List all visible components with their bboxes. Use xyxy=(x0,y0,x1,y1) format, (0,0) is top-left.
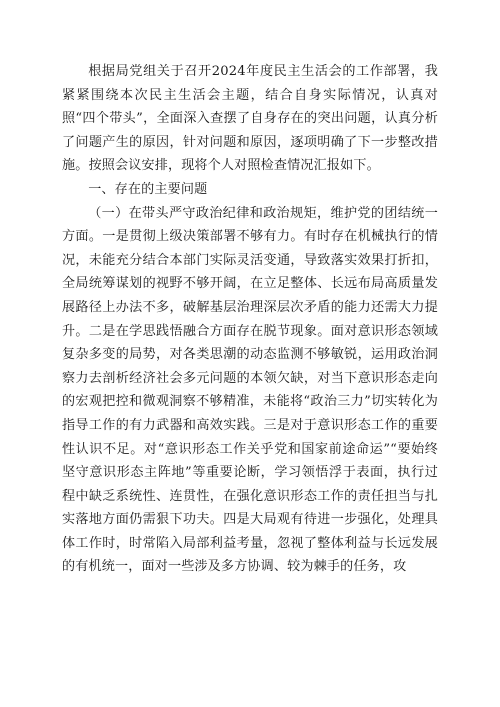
body-paragraph: （一）在带头严守政治纪律和政治规矩，维护党的团结统一方面。一是贯彻上级决策部署不够有力。有时存在机械执行的情况，未能充分结合本部门实际灵活变通，导致落实效果打折扣，全局统筹谋划的视野不够开阔，在立足整体、长远布局高质量发展路径上办法不多，破解基层治理深层次矛盾的能力还需大力提升。二是在学思践悟融合方面存在脱节现象。面对意识形态领域复杂多变的局势，对各类思潮的动态监测不够敏锐，运用政治洞察力去剖析经济社会多元问题的本领欠缺，对当下意识形态走向的宏观把控和微观洞察不够精准，未能将“政治三力”切实转化为指导工作的有力武器和高效实践。三是对于意识形态工作的重要性认识不足。对“意识形态工作关乎党和国家前途命运”“要始终坚守意识形态主阵地”等重要论断，学习领悟浮于表面，执行过程中缺乏系统性、连贯性，在强化意识形态工作的责任担当与扎实落地方面仍需狠下功夫。四是大局观有待进一步强化，处理具体工作时，时常陷入局部利益考量，忽视了整体利益与长远发展的有机统一，面对一些涉及多方协调、较为棘手的任务，攻 xyxy=(62,205,438,575)
intro-paragraph: 根据局党组关于召开2024年度民主生活会的工作部署，我紧紧围绕本次民主生活会主题，结合自身实际情况，认真对照“四个带头”，全面深入查摆了自身存在的突出问题，认真分析了问题产生的原因，针对问题和原因，逐项明确了下一步整改措施。按照会议安排，现将个人对照检查情况汇报如下。 xyxy=(62,64,438,174)
section-heading: 一、存在的主要问题 xyxy=(88,181,208,197)
document-body xyxy=(62,60,438,579)
